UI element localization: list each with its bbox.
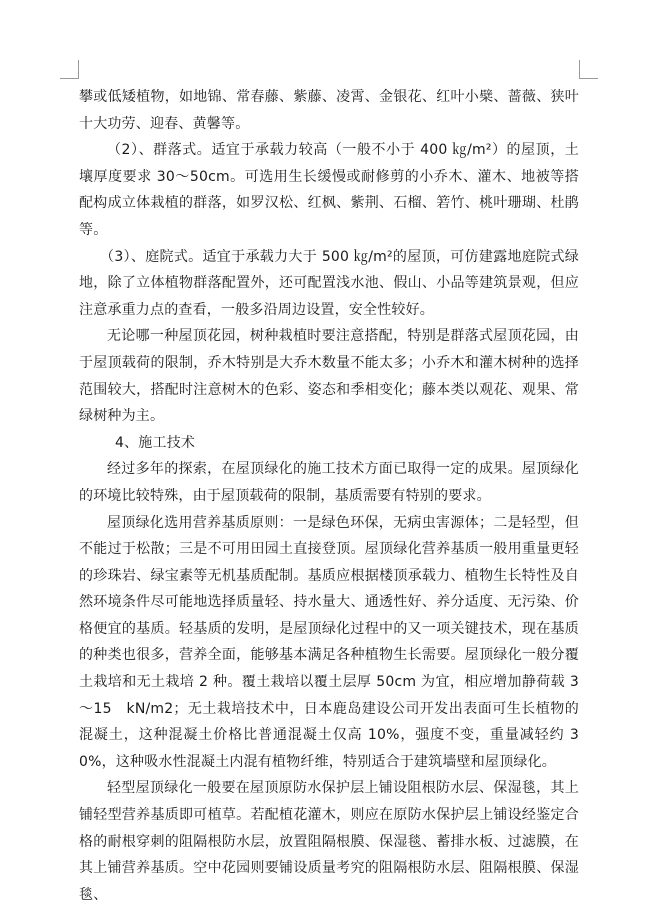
document-body [79, 84, 579, 908]
margin-corner-mark-top-right [579, 60, 598, 79]
paragraph-climbing-plants: 攀或低矮植物，如地锦、常春藤、紫藤、凌霄、金银花、红叶小檗、蔷薇、狭叶十大功劳、迎春、黄馨等。 [79, 89, 579, 132]
section-heading-construction: 4、施工技术 [115, 434, 196, 451]
paragraph-courtyard-style: （3）、庭院式。适宜于承载力大于 500 ㎏/m²的屋顶，可仿建露地庭院式绿地，除了立体植物群落配置外，还可配置浅水池、假山、小品等建筑景观，但应注意承重力点的查看，一般多沿周边设置，安全性较好。 [79, 248, 579, 318]
margin-corner-mark-top-left [60, 60, 79, 79]
paragraph-lightweight-greening: 轻型屋顶绿化一般要在屋顶原防水保护层上铺设阻根防水层、保湿毯，其上铺轻型营养基质即可植草。若配植花灌木，则应在原防水保护层上铺设经鉴定合格的耐根穿刺的阻隔根防水层，放置阻隔根膜、保湿毯、蓄排水板、过滤膜，在其上铺营养基质。空中花园则要铺设质量考究的阻隔根防水层、阻隔根膜、保湿毯、 [79, 780, 579, 903]
paragraph-planting-combination: 无论哪一种屋顶花园，树种栽植时要注意搭配，特别是群落式屋顶花园，由于屋顶载荷的限制，乔木特别是大乔木数量不能太多；小乔木和灌木树种的选择范围较大，搭配时注意树木的色彩、姿态和季相变化；藤本类以观花、观果、常绿树种为主。 [79, 328, 579, 425]
paragraph-substrate-principles: 屋顶绿化选用营养基质原则：一是绿色环保，无病虫害源体；二是轻型，但不能过于松散；三是不可用田园土直接登顶。屋顶绿化营养基质一般用重量更轻的珍珠岩、绿宝素等无机基质配制。基质应根据楼顶承载力、植物生长特性及自然环境条件尽可能地选择质量轻、持水量大、通透性好、养分适度、无污染、价格便宜的基质。轻基质的发明，是屋顶绿化过程中的又一项关键技术，现在基质的种类也很多，营养全面，能够基本满足各种植物生长需要。屋顶绿化一般分覆土栽培和无土栽培 2 种。覆土栽培以覆土层厚 50cm 为宜，相应增加静荷载 3～15 kN/m2；无土栽培技术中，日本鹿岛建设公司开发出表面可生长植物的混凝土，这种混凝土价格比普通混凝土仅高 10%，强度不变，重量减轻约 30%，这种吸水性混凝土内混有植物纤维，特别适合于建筑墙壁和屋顶绿化。 [79, 514, 579, 770]
paragraph-cluster-style: （2）、群落式。适宜于承载力较高（一般不小于 400 ㎏/m²）的屋顶，土壤厚度要求 30～50cm。可选用生长缓慢或耐修剪的小乔木、灌木、地被等搭配构成立体栽植的群落，如罗汉松、红枫、紫荆、石榴、箬竹、桃叶珊瑚、杜鹃等。 [79, 142, 579, 238]
paragraph-construction-intro: 经过多年的探索，在屋顶绿化的施工技术方面已取得一定的成果。屋顶绿化的环境比较特殊，由于屋顶载荷的限制，基质需要有特别的要求。 [79, 461, 579, 504]
